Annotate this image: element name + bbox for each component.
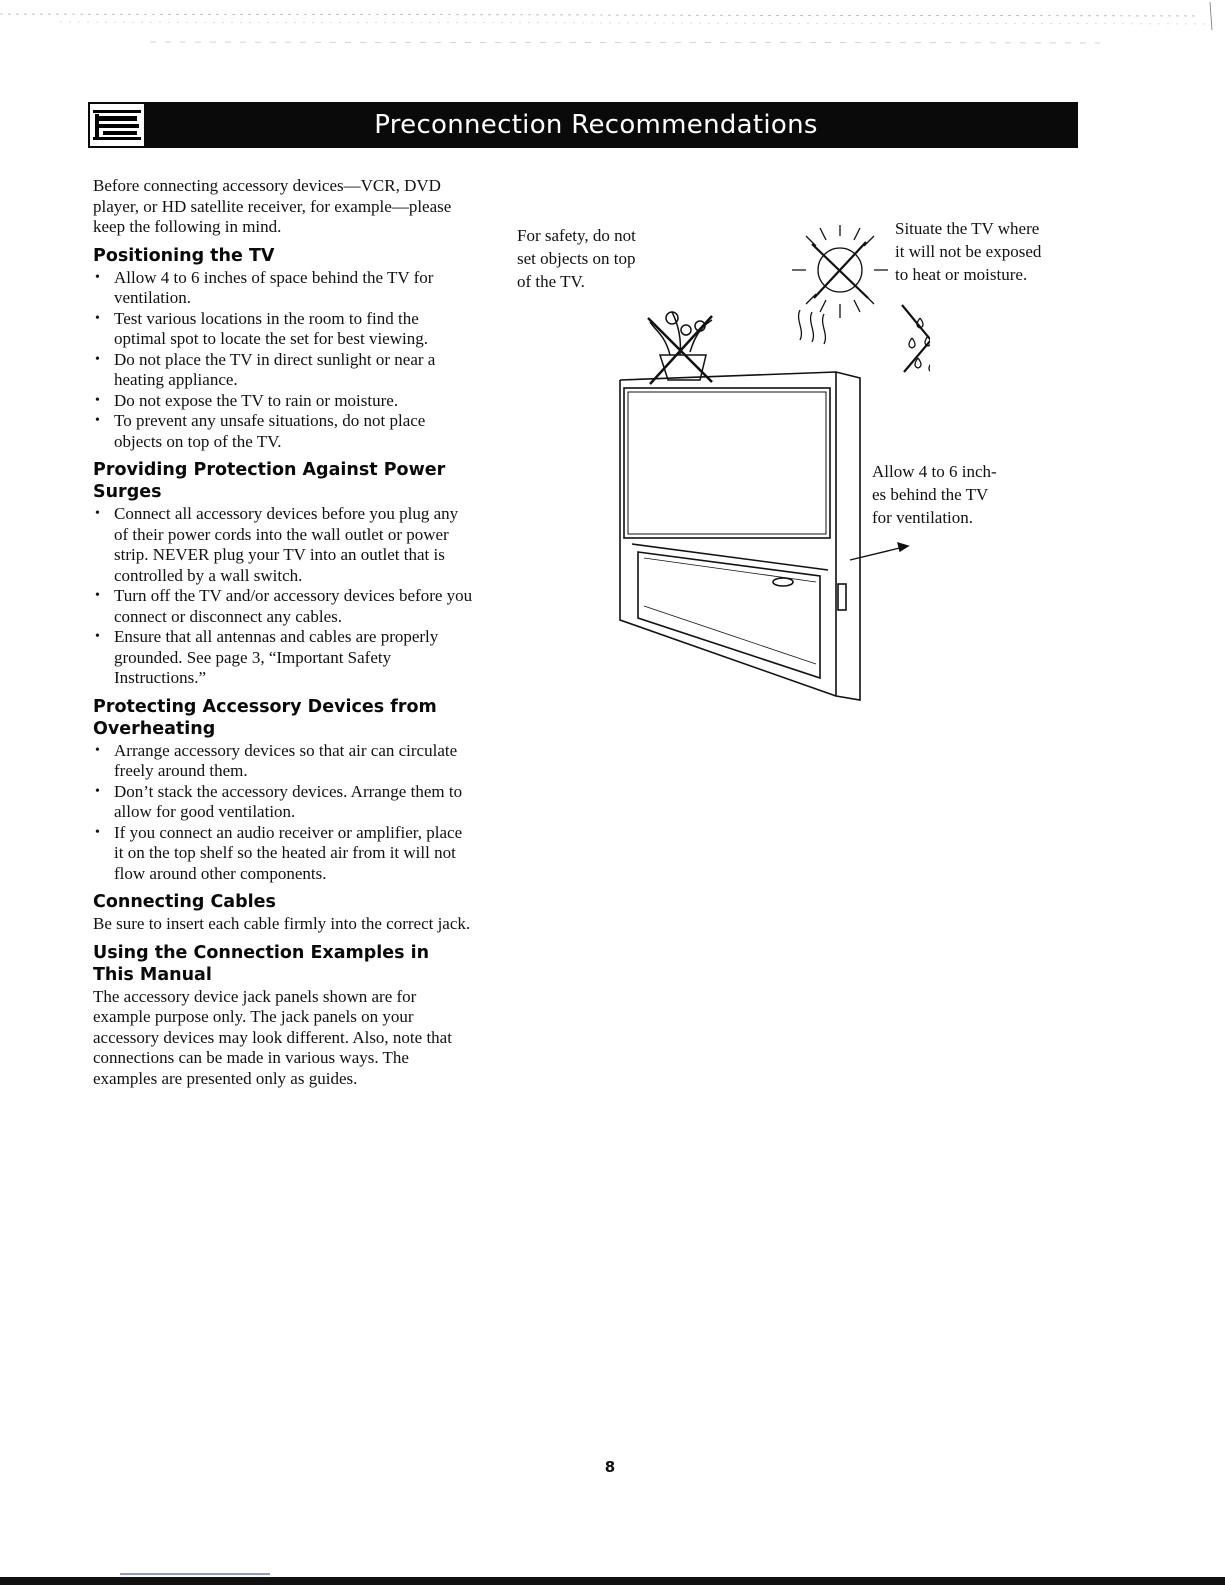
caption-line: Situate the TV where (895, 219, 1040, 238)
scan-artifact-top (0, 0, 1225, 60)
heading-connection-examples: Using the Connection Examples in This Manual (93, 942, 430, 985)
caption-line: for ventilation. (872, 508, 974, 527)
caption-line: es behind the TV (872, 485, 989, 504)
heading-power-surges: Providing Protection Against Power Surges (93, 460, 446, 502)
intro-paragraph: Before connecting accessory devices—VCR, DVD player, or HD satellite receiver, for example—please keep the following in mind. (93, 176, 452, 236)
ventilation-arrow (850, 543, 908, 560)
caption-line: it will not be exposed (895, 242, 1042, 261)
list-item: • Do not expose the TV to rain or moisture. (93, 391, 473, 412)
overheating-list (93, 741, 473, 885)
caption-line: of the TV. (517, 272, 585, 291)
page-title: Preconnection Recommendations (374, 110, 818, 140)
list-item: • Connect all accessory devices before you plug any of their power cords into the wall outlet or power strip. NEVER plug your TV into an outlet that is controlled by a wall switch. (93, 504, 473, 586)
caption-line: Allow 4 to 6 inch- (872, 462, 997, 481)
list-item: • To prevent any unsafe situations, do not place objects on top of the TV. (93, 411, 473, 452)
no-moisture-icon (902, 305, 930, 378)
no-sunlight-icon (792, 225, 888, 344)
list-item: • Allow 4 to 6 inches of space behind the TV for ventilation. (93, 268, 473, 309)
caption-line: set objects on top (517, 249, 636, 268)
page-number: 8 (604, 1458, 616, 1476)
list-item: • Turn off the TV and/or accessory devices before you connect or disconnect any cables. (93, 586, 473, 627)
list-item: • Do not place the TV in direct sunlight or near a heating appliance. (93, 350, 473, 391)
caption-line: For safety, do not (517, 226, 636, 245)
list-item: • Test various locations in the room to find the optimal spot to locate the set for best viewing. (93, 309, 473, 350)
heading-connecting-cables: Connecting Cables (93, 892, 276, 912)
no-objects-icon (648, 312, 712, 384)
power-surges-list (93, 504, 473, 689)
tv-cabinet (620, 372, 860, 700)
positioning-list (93, 268, 473, 453)
connection-examples-paragraph: The accessory device jack panels shown are for example purpose only. The jack panels on your accessory devices may look different. Also, note that connections can be made in various ways. The examples are presented only as guides. (93, 986, 452, 1088)
connecting-cables-paragraph: Be sure to insert each cable firmly into the correct jack. (93, 914, 471, 933)
caption-line: to heat or moisture. (895, 265, 1028, 284)
tv-illustration (600, 225, 930, 705)
list-item: • Ensure that all antennas and cables are properly grounded. See page 3, “Important Safety Instructions.” (93, 627, 473, 689)
main-text-column (93, 176, 473, 1089)
list-item: • If you connect an audio receiver or amplifier, place it on the top shelf so the heated air from it will not flow around other components. (93, 823, 473, 885)
cables-icon (90, 104, 144, 146)
heading-positioning: Positioning the TV (93, 245, 275, 266)
heading-overheating: Protecting Accessory Devices from Overheating (93, 696, 437, 739)
list-item: • Arrange accessory devices so that air can circulate freely around them. (93, 741, 473, 782)
list-item: • Don’t stack the accessory devices. Arrange them to allow for good ventilation. (93, 782, 473, 823)
section-banner (88, 102, 1078, 148)
scan-artifact-bottom (0, 1560, 1225, 1585)
